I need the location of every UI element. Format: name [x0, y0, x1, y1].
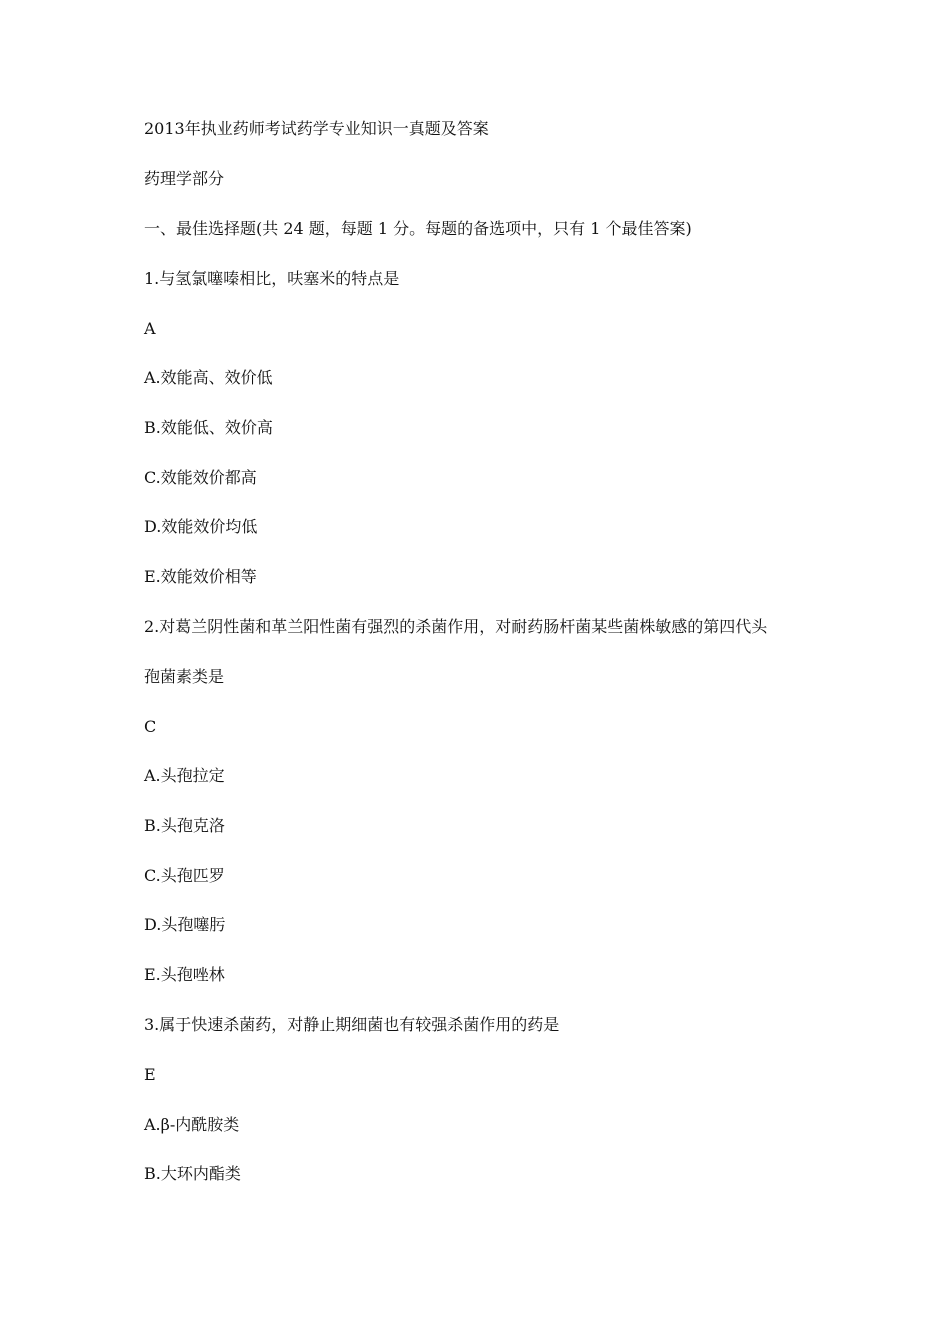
question-1-option-d: D.效能效价均低: [144, 517, 258, 536]
question-2-stem-line-1: 2.对葛兰阴性菌和革兰阳性菌有强烈的杀菌作用，对耐药肠杆菌某些菌株敏感的第四代头: [144, 617, 768, 636]
section-heading: 药理学部分: [144, 169, 225, 188]
question-1-answer: A: [144, 319, 156, 338]
question-2-answer: C: [144, 717, 157, 736]
question-1-option-e: E.效能效价相等: [144, 567, 257, 586]
question-2-option-e: E.头孢唑林: [144, 965, 225, 984]
question-1-option-c: C.效能效价都高: [144, 468, 257, 487]
question-2-stem-line-2: 孢菌素类是: [144, 667, 225, 686]
question-1-option-a: A.效能高、效价低: [144, 368, 273, 387]
question-3-stem: 3.属于快速杀菌药，对静止期细菌也有较强杀菌作用的药是: [144, 1015, 560, 1034]
question-2-option-a: A.头孢拉定: [144, 766, 225, 785]
question-2-option-c: C.头孢匹罗: [144, 866, 225, 885]
instructions: 一、最佳选择题(共 24 题，每题 1 分。每题的备选项中，只有 1 个最佳答案): [144, 219, 692, 238]
question-2-option-b: B.头孢克洛: [144, 816, 225, 835]
question-1-stem: 1.与氢氯噻嗪相比，呋塞米的特点是: [144, 269, 400, 288]
question-3-option-a: A.β-内酰胺类: [144, 1115, 240, 1134]
document-title: 2013年执业药师考试药学专业知识一真题及答案: [144, 119, 489, 138]
question-2-option-d: D.头孢噻肟: [144, 915, 226, 934]
question-3-answer: E: [144, 1065, 156, 1084]
question-3-option-b: B.大环内酯类: [144, 1164, 241, 1183]
question-1-option-b: B.效能低、效价高: [144, 418, 273, 437]
